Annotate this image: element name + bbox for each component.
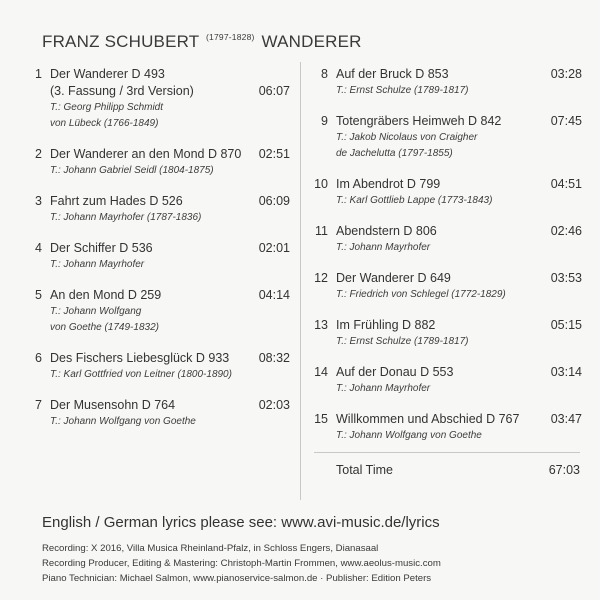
- track-gap: [314, 397, 582, 411]
- track-title: Der Musensohn D 764: [50, 398, 176, 412]
- lyricist-credit: T.: Johann Wolfgang: [50, 306, 142, 317]
- track-item: [314, 270, 582, 303]
- track-number: 4: [35, 241, 42, 255]
- track-row: [314, 411, 582, 428]
- track-subtitle: (3. Fassung / 3rd Version): [50, 84, 194, 98]
- track-item: [28, 66, 290, 132]
- track-duration: 04:14: [258, 288, 290, 302]
- track-title: Im Abendrot D 799: [336, 177, 441, 191]
- track-gap: [314, 99, 582, 113]
- track-number: 1: [35, 67, 42, 81]
- track-gap: [314, 303, 582, 317]
- track-duration: 03:14: [550, 365, 582, 379]
- credit-line: Piano Technician: Michael Salmon, www.pianoservice-salmon.de · Publisher: Edition Peters: [42, 573, 432, 584]
- track-row: [28, 397, 290, 414]
- track-row: [28, 240, 290, 257]
- track-item: [314, 411, 582, 444]
- track-duration: 02:01: [258, 241, 290, 255]
- track-duration: 04:51: [550, 177, 582, 191]
- lyricist-credit: T.: Friedrich von Schlegel (1772-1829): [336, 289, 506, 300]
- track-row: [314, 113, 582, 130]
- track-duration: 07:45: [550, 114, 582, 128]
- track-title: An den Mond D 259: [50, 288, 162, 302]
- track-item: [28, 397, 290, 430]
- track-list-right: [314, 66, 582, 444]
- track-row: [28, 350, 290, 367]
- track-row: [28, 287, 290, 304]
- track-duration: 08:32: [258, 351, 290, 365]
- track-gap: [28, 132, 290, 146]
- lyricist-credit: T.: Karl Gottlieb Lappe (1773-1843): [336, 195, 493, 206]
- track-title: Der Schiffer D 536: [50, 241, 153, 255]
- lyricist-credit: T.: Johann Mayrhofer (1787-1836): [50, 212, 202, 223]
- track-title: Auf der Bruck D 853: [336, 67, 449, 81]
- track-gap: [314, 209, 582, 223]
- lyricist-credit: T.: Georg Philipp Schmidt: [50, 102, 164, 113]
- track-row: [314, 317, 582, 334]
- lyricist-credit: T.: Ernst Schulze (1789-1817): [336, 85, 469, 96]
- track-row: [28, 146, 290, 163]
- track-title: Im Frühling D 882: [336, 318, 436, 332]
- track-item: [314, 223, 582, 256]
- lyricist-credit: de Jachelutta (1797-1855): [336, 148, 453, 159]
- lyricist-credit: T.: Johann Mayrhofer: [50, 259, 145, 270]
- track-title: Des Fischers Liebesglück D 933: [50, 351, 230, 365]
- track-gap: [28, 336, 290, 350]
- track-number: 2: [35, 147, 42, 161]
- track-duration: 03:53: [550, 271, 582, 285]
- track-number: 15: [314, 412, 328, 426]
- album-title: WANDERER: [261, 32, 362, 51]
- track-subtitle-row: [28, 83, 290, 100]
- track-item: [314, 66, 582, 99]
- lyricist-credit: von Lübeck (1766-1849): [50, 118, 159, 129]
- track-gap: [314, 256, 582, 270]
- track-number: 10: [314, 177, 328, 191]
- track-gap: [28, 179, 290, 193]
- track-item: [314, 113, 582, 162]
- track-title: Auf der Donau D 553: [336, 365, 454, 379]
- track-item: [28, 193, 290, 226]
- lyricist-credit: T.: Karl Gottfried von Leitner (1800-1890): [50, 369, 232, 380]
- track-item: [314, 364, 582, 397]
- track-item: [314, 317, 582, 350]
- track-duration: 05:15: [550, 318, 582, 332]
- track-row: [314, 66, 582, 83]
- track-item: [28, 240, 290, 273]
- track-number: 9: [321, 114, 328, 128]
- track-duration: 02:51: [258, 147, 290, 161]
- track-item: [314, 176, 582, 209]
- track-number: 12: [314, 271, 328, 285]
- track-number: 14: [314, 365, 328, 379]
- lyricist-credit: T.: Johann Mayrhofer: [336, 242, 431, 253]
- track-title: Der Wanderer an den Mond D 870: [50, 147, 242, 161]
- track-title: Abendstern D 806: [336, 224, 437, 238]
- lyricist-credit: T.: Ernst Schulze (1789-1817): [336, 336, 469, 347]
- recording-credits: [42, 541, 441, 586]
- track-row: [28, 193, 290, 210]
- total-time-value: 67:03: [548, 463, 580, 477]
- track-duration: 03:47: [550, 412, 582, 426]
- track-item: [28, 146, 290, 179]
- track-row: [314, 270, 582, 287]
- composer-name: FRANZ SCHUBERT: [42, 32, 200, 51]
- track-row: [314, 176, 582, 193]
- track-item: [28, 350, 290, 383]
- track-title: Der Wanderer D 493: [50, 67, 165, 81]
- track-row: [28, 66, 290, 83]
- track-title: Fahrt zum Hades D 526: [50, 194, 183, 208]
- track-number: 7: [35, 398, 42, 412]
- track-gap: [28, 273, 290, 287]
- track-item: [28, 287, 290, 336]
- track-gap: [28, 383, 290, 397]
- column-divider: [300, 62, 301, 500]
- track-number: 8: [321, 67, 328, 81]
- track-title: Willkommen und Abschied D 767: [336, 412, 520, 426]
- track-number: 11: [315, 224, 328, 238]
- total-divider: [314, 452, 580, 453]
- track-gap: [314, 162, 582, 176]
- track-title: Der Wanderer D 649: [336, 271, 451, 285]
- lyricist-credit: T.: Jakob Nicolaus von Craigher: [336, 132, 478, 143]
- track-duration: 06:09: [258, 194, 290, 208]
- number-spacer: [28, 83, 42, 100]
- track-title: Totengräbers Heimweh D 842: [336, 114, 502, 128]
- track-duration: 02:03: [258, 398, 290, 412]
- credit-line: Recording Producer, Editing & Mastering: Christoph-Martin Frommen, www.aeolus-music.com: [42, 558, 441, 569]
- lyricist-credit: T.: Johann Wolfgang von Goethe: [50, 416, 196, 427]
- lyricist-credit: T.: Johann Mayrhofer: [336, 383, 431, 394]
- track-row: [314, 223, 582, 240]
- track-list-left: [28, 66, 290, 430]
- lyricist-credit: T.: Johann Wolfgang von Goethe: [336, 430, 482, 441]
- track-number: 6: [35, 351, 42, 365]
- lyricist-credit: von Goethe (1749-1832): [50, 322, 159, 333]
- lyricist-credit: T.: Johann Gabriel Seidl (1804-1875): [50, 165, 214, 176]
- total-time-row: [336, 463, 580, 477]
- track-row: [314, 364, 582, 381]
- track-gap: [28, 226, 290, 240]
- total-time-label: Total Time: [336, 463, 393, 477]
- composer-years: (1797-1828): [206, 32, 255, 43]
- track-duration: 02:46: [550, 224, 582, 238]
- track-gap: [314, 350, 582, 364]
- track-duration: 03:28: [550, 67, 582, 81]
- track-number: 13: [314, 318, 328, 332]
- track-number: 5: [35, 288, 42, 302]
- credit-line: Recording: X 2016, Villa Musica Rheinland-Pfalz, in Schloss Engers, Dianasaal: [42, 543, 379, 554]
- lyrics-website-note: English / German lyrics please see: www.avi-music.de/lyrics: [42, 514, 440, 531]
- track-number: 3: [35, 194, 42, 208]
- track-duration: 06:07: [258, 84, 290, 98]
- album-header: [42, 32, 362, 52]
